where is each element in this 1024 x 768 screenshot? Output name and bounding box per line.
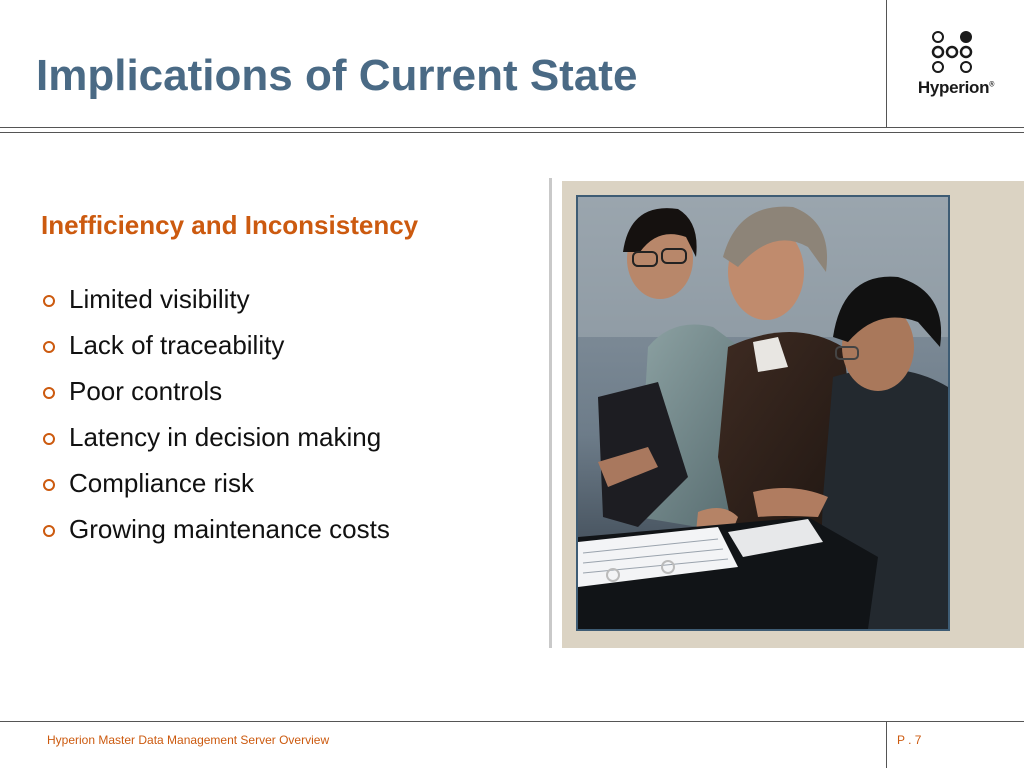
- page-number: P . 7: [897, 733, 922, 747]
- photo-illustration: [578, 197, 948, 629]
- trademark-symbol: ®: [989, 81, 995, 89]
- bullet-item: [41, 322, 390, 368]
- bullet-item: [41, 368, 390, 414]
- bullet-item: [41, 460, 390, 506]
- bullet-item: [41, 506, 390, 552]
- hyperion-dots-logo-icon: [931, 30, 981, 75]
- orange-ring-bullet-icon: [43, 341, 55, 353]
- section-subtitle: Inefficiency and Inconsistency: [41, 210, 419, 240]
- bullet-item: [41, 414, 390, 460]
- orange-ring-bullet-icon: [43, 387, 55, 399]
- bullet-item: [41, 276, 390, 322]
- logo-name: Hyperion: [917, 78, 990, 97]
- bullet-text: Growing maintenance costs: [69, 513, 390, 544]
- slide-title: Implications of Current State: [36, 51, 638, 100]
- bullet-text: Limited visibility: [69, 283, 250, 314]
- footer-divider-line: [0, 721, 1024, 722]
- bullet-text: Latency in decision making: [69, 421, 382, 452]
- bullet-text: Lack of traceability: [69, 329, 285, 360]
- header-divider-line-secondary: [0, 132, 1024, 133]
- header-divider-line: [0, 127, 1024, 128]
- footer-divider-vertical: [886, 721, 887, 768]
- business-people-photo: [576, 195, 950, 631]
- orange-ring-bullet-icon: [43, 295, 55, 307]
- logo-wordmark: [906, 78, 1006, 98]
- orange-ring-bullet-icon: [43, 433, 55, 445]
- content-divider: [549, 178, 552, 648]
- header-divider-vertical: [886, 0, 887, 128]
- footer-title: Hyperion Master Data Management Server Overview: [47, 733, 330, 747]
- hyperion-logo: [906, 30, 1006, 100]
- bullet-list: [41, 276, 390, 552]
- orange-ring-bullet-icon: [43, 525, 55, 537]
- orange-ring-bullet-icon: [43, 479, 55, 491]
- bullet-text: Poor controls: [69, 375, 223, 406]
- bullet-text: Compliance risk: [69, 467, 254, 498]
